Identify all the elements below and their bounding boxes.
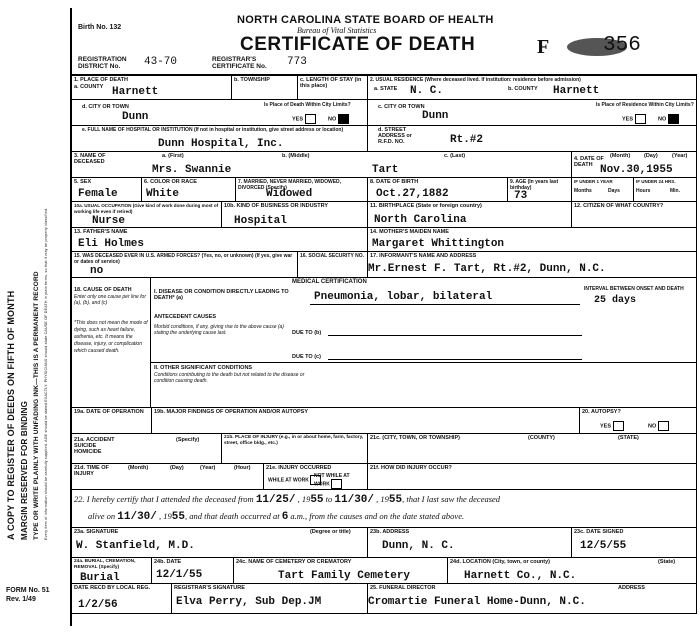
registrar-cert-label: REGISTRAR'S CERTIFICATE No. bbox=[212, 56, 267, 70]
signature-label: 23a. SIGNATURE bbox=[74, 529, 119, 535]
cemetery-cell bbox=[234, 558, 448, 584]
file-stamp bbox=[537, 32, 687, 60]
burial-cell bbox=[72, 558, 152, 584]
attend-to-year: 55 bbox=[388, 494, 403, 506]
injury-county-label: (COUNTY) bbox=[528, 435, 555, 441]
funeral-cell bbox=[368, 584, 697, 614]
alive-on: 11/30/ bbox=[117, 511, 157, 523]
operation-findings-cell bbox=[152, 408, 580, 434]
interval-label: INTERVAL BETWEEN ONSET AND DEATH bbox=[584, 286, 684, 292]
received-cell bbox=[72, 584, 172, 614]
registrar-sig-cell bbox=[172, 584, 368, 614]
ssn-cell bbox=[298, 252, 368, 278]
res-county-label: b. COUNTY bbox=[508, 86, 538, 92]
birthplace-label: 11. BIRTHPLACE (State or foreign country) bbox=[370, 203, 482, 209]
armed-cell bbox=[72, 252, 298, 278]
dod-label: 4. DATE OF DEATH bbox=[574, 156, 604, 168]
margin-instructions bbox=[6, 120, 58, 540]
armed-value: no bbox=[90, 265, 104, 277]
death-certificate bbox=[70, 8, 695, 626]
res-city-value: Dunn bbox=[422, 110, 449, 122]
burial-value: Burial bbox=[80, 572, 120, 584]
funeral-address-label: ADDRESS bbox=[618, 585, 645, 591]
res-within-yes: YES bbox=[622, 114, 646, 124]
citizen-label: 12. CITIZEN OF WHAT COUNTRY? bbox=[574, 203, 664, 209]
certify-line-2: alive on 11/30/ , 1955, and that death occurred at 6 a.m., from the causes and on the date stated above. bbox=[88, 511, 465, 523]
registrar-cert-value: 773 bbox=[287, 56, 307, 68]
date-signed-label: 23c. DATE SIGNED bbox=[574, 529, 624, 535]
address-value: Dunn, N. C. bbox=[382, 540, 455, 552]
informant-value: Mr.Ernest F. Tart, Rt.#2, Dunn, N.C. bbox=[368, 263, 606, 275]
autopsy-cell bbox=[580, 408, 697, 434]
county-label: a. COUNTY bbox=[74, 84, 104, 90]
father-label: 13. FATHER'S NAME bbox=[74, 229, 128, 235]
cause-section bbox=[72, 278, 697, 408]
autopsy-no-box[interactable] bbox=[658, 421, 669, 431]
mother-label: 14. MOTHER'S MAIDEN NAME bbox=[370, 229, 449, 235]
reg-district-value: 43-70 bbox=[144, 56, 178, 68]
res-no-box[interactable] bbox=[668, 114, 679, 124]
dod-value: Nov.30,1955 bbox=[600, 164, 673, 176]
due-b-label: DUE TO (b) bbox=[292, 330, 322, 336]
certificate-form-grid bbox=[72, 74, 697, 626]
cause-label: 18. CAUSE OF DEATH bbox=[74, 287, 132, 293]
due-c-line bbox=[328, 359, 582, 360]
marital-value: Widowed bbox=[266, 188, 313, 200]
part-2-label: II. OTHER SIGNIFICANT CONDITIONS bbox=[154, 365, 253, 371]
informant-label: 17. INFORMANT'S NAME AND ADDRESS bbox=[370, 253, 477, 259]
birth-number: Birth No. 132 bbox=[78, 24, 122, 31]
how-injury-label: 21f. HOW DID INJURY OCCUR? bbox=[370, 465, 452, 471]
not-work-box[interactable] bbox=[331, 479, 342, 489]
within-limits-label: Is Place of Death Within City Limits? bbox=[264, 102, 351, 108]
within-limits-no: NO bbox=[328, 114, 349, 124]
autopsy-no: NO bbox=[648, 421, 669, 431]
injury-state-label: (STATE) bbox=[618, 435, 639, 441]
dob-value: Oct.27,1882 bbox=[376, 188, 449, 200]
armed-label: 15. WAS DECEASED EVER IN U.S. ARMED FORCES? (Yes, no, or unknown) (If yes, give war or dates of service) bbox=[74, 253, 293, 265]
injury-occurred-cell bbox=[264, 464, 368, 490]
name-cell bbox=[72, 152, 572, 178]
accident-specify-label: (Specify) bbox=[176, 437, 200, 443]
county-value: Harnett bbox=[112, 86, 159, 98]
reg-district-label: REGISTRATION DISTRICT No. bbox=[78, 56, 127, 70]
funeral-label: 25. FUNERAL DIRECTOR bbox=[370, 585, 436, 591]
injury-city-cell bbox=[368, 434, 697, 464]
operation-findings-label: 19b. MAJOR FINDINGS OF OPERATION AND/OR AUTOPSY bbox=[154, 409, 309, 415]
place-county-cell bbox=[72, 76, 232, 100]
res-city-label: c. CITY OR TOWN bbox=[378, 104, 425, 110]
business-value: Hospital bbox=[234, 215, 287, 227]
address-label: 23b. ADDRESS bbox=[370, 529, 410, 535]
date-signed-cell bbox=[572, 528, 697, 558]
alive-year: 55 bbox=[171, 511, 185, 523]
part-2-note: Conditions contributing to the death but not related to the disease or condition causing death. bbox=[154, 372, 305, 384]
first-value: Mrs. Swannie bbox=[152, 164, 232, 176]
form-number bbox=[6, 586, 50, 604]
attend-to: 11/30/ bbox=[334, 494, 374, 506]
dod-cell bbox=[572, 152, 697, 178]
res-within-label: Is Place of Residence Within City Limits? bbox=[596, 102, 694, 108]
dob-cell bbox=[368, 178, 508, 202]
how-injury-cell bbox=[368, 464, 697, 490]
address-cell bbox=[368, 528, 572, 558]
registrar-sig-label: REGISTRAR'S SIGNATURE bbox=[174, 585, 245, 591]
mother-cell bbox=[368, 228, 697, 252]
street-label: d. STREET ADDRESS or R.F.D. NO. bbox=[378, 127, 412, 145]
township-cell bbox=[232, 76, 298, 100]
received-label: DATE RECD BY LOCAL REG. bbox=[74, 585, 151, 591]
injury-place-label: 21b. PLACE OF INJURY (e.g., in or about home, farm, factory, street, office bldg., etc.) bbox=[224, 435, 364, 446]
date-signed-value: 12/5/55 bbox=[580, 540, 627, 552]
while-at-work: WHILE AT WORK bbox=[268, 475, 321, 485]
sex-label: 5. SEX bbox=[74, 179, 92, 185]
street-value: Rt.#2 bbox=[450, 134, 484, 146]
certify-line-1: 22. I hereby certify that I attended the deceased from 11/25/ , 1955 to 11/30/ , 1955, that I last saw the deceased bbox=[74, 494, 501, 506]
autopsy-yes: YES bbox=[600, 421, 624, 431]
res-city-cell bbox=[368, 100, 697, 126]
signature-value: W. Stanfield, M.D. bbox=[76, 540, 195, 552]
father-value: Eli Holmes bbox=[78, 238, 145, 250]
hours-label: Hours bbox=[636, 188, 651, 194]
days-label: Days bbox=[608, 188, 620, 194]
stamp-number: 356 bbox=[603, 34, 641, 57]
sex-value: Female bbox=[78, 188, 118, 200]
operation-date-label: 19a. DATE OF OPERATION bbox=[74, 409, 144, 415]
stay-cell bbox=[298, 76, 368, 100]
injury-time-label: 21d. TIME OF INJURY bbox=[74, 465, 109, 477]
burial-date-cell bbox=[152, 558, 234, 584]
location-state-label: (State) bbox=[658, 559, 676, 565]
burial-label: 24a. BURIAL, CREMATION, REMOVAL (Specify) bbox=[74, 559, 136, 570]
location-cell bbox=[448, 558, 697, 584]
name-label: 3. NAME OF DECEASED bbox=[74, 153, 106, 165]
race-label: 6. COLOR OR RACE bbox=[144, 179, 197, 185]
age-label: 9. AGE (In years last birthday) bbox=[510, 179, 559, 191]
cause-note: Enter only one cause per line for (a), (b), and (c) bbox=[74, 294, 146, 306]
age-value: 73 bbox=[514, 190, 528, 202]
injury-occurred-label: 21e. INJURY OCCURRED bbox=[266, 465, 332, 471]
min-label: Min. bbox=[670, 188, 680, 194]
race-cell bbox=[142, 178, 236, 202]
residence-label: 2. USUAL RESIDENCE (Where deceased lived. If institution: residence before admission) bbox=[370, 77, 581, 83]
due-c-label: DUE TO (c) bbox=[292, 354, 321, 360]
medical-cert-label: MEDICAL CERTIFICATION bbox=[292, 279, 367, 285]
attend-from: 11/25/ bbox=[255, 494, 296, 506]
funeral-value: Cromartie Funeral Home-Dunn, N.C. bbox=[368, 596, 586, 608]
month-label: (Month) bbox=[610, 153, 631, 159]
cause-divider bbox=[150, 278, 151, 408]
business-cell bbox=[222, 202, 368, 228]
marital-label: 7. MARRIED, NEVER MARRIED, WIDOWED, DIVORCED (Specify) bbox=[238, 179, 342, 191]
ssn-label: 16. SOCIAL SECURITY NO. bbox=[300, 253, 364, 259]
city-cell bbox=[72, 100, 368, 126]
cause-a-line bbox=[310, 304, 580, 305]
burial-date-label: 24b. DATE bbox=[154, 559, 182, 565]
under-24-label: IF UNDER 24 HRS. bbox=[636, 179, 676, 184]
injury-hour-label: (Hour) bbox=[234, 465, 251, 471]
months-label: Months bbox=[574, 188, 592, 194]
middle-label: b. (Middle) bbox=[282, 153, 310, 159]
margin-line-4: Every item of information should be carefully supplied. AGE should be stated EXACTLY. PHYSICIANS should state CAUSE OF DEATH in plain terms, so that it may be properly classified. bbox=[44, 207, 48, 540]
under-24-cell bbox=[634, 178, 697, 202]
birthplace-value: North Carolina bbox=[374, 214, 467, 226]
injury-time-cell bbox=[72, 464, 264, 490]
board-name: NORTH CAROLINA STATE BOARD OF HEALTH bbox=[237, 14, 494, 26]
received-value: 1/2/56 bbox=[78, 599, 118, 611]
within-limits-yes: YES bbox=[292, 114, 316, 124]
part-1-label: I. DISEASE OR CONDITION DIRECTLY LEADING TO DEATH* (a) bbox=[154, 289, 289, 301]
autopsy-yes-box[interactable] bbox=[613, 421, 624, 431]
cemetery-label: 24c. NAME OF CEMETERY OR CREMATORY bbox=[236, 559, 352, 565]
interval-value: 25 days bbox=[594, 295, 637, 306]
place-label: 1. PLACE OF DEATH bbox=[74, 77, 128, 83]
city-yes-box[interactable] bbox=[305, 114, 316, 124]
not-at-work: NOT WHILE AT WORK bbox=[314, 473, 350, 488]
cemetery-value: Tart Family Cemetery bbox=[278, 570, 411, 582]
under-1-cell bbox=[572, 178, 634, 202]
accident-cell bbox=[72, 434, 222, 464]
attend-from-year: 55 bbox=[310, 494, 324, 506]
state-label: a. STATE bbox=[374, 86, 398, 92]
hospital-label: e. FULL NAME OF HOSPITAL OR INSTITUTION (If not in hospital or institution, give street address or location) bbox=[82, 127, 344, 133]
accident-label: 21a. ACCIDENT SUICIDE HOMICIDE bbox=[74, 437, 115, 455]
antecedent-label: ANTECEDENT CAUSES bbox=[154, 314, 217, 320]
citizen-cell bbox=[572, 202, 697, 228]
autopsy-label: 20. AUTOPSY? bbox=[582, 409, 621, 415]
stamp-letter: F bbox=[537, 36, 550, 58]
margin-line-1: A COPY TO REGISTER OF DEEDS ON FIFTH OF MONTH bbox=[6, 290, 16, 540]
race-value: White bbox=[146, 188, 180, 200]
street-cell bbox=[368, 126, 697, 152]
hospital-cell bbox=[72, 126, 368, 152]
signature-cell bbox=[72, 528, 368, 558]
form-rev-text: Rev. 1/49 bbox=[6, 596, 36, 603]
form-no-text: FORM No. 51 bbox=[6, 587, 50, 594]
bureau-name: Bureau of Vital Statistics bbox=[297, 26, 377, 35]
city-no-box[interactable] bbox=[338, 114, 349, 124]
mode-note: *This does not mean the mode of dying, such as heart failure, asthenia, etc. It means the disease, injury, or complication which caused death. bbox=[74, 320, 148, 354]
last-value: Tart bbox=[372, 164, 399, 176]
cause-a-value: Pneumonia, lobar, bilateral bbox=[314, 291, 493, 303]
residence-cell bbox=[368, 76, 697, 100]
morbid-note: Morbid conditions, if any, giving rise to the above cause (a) stating the underlying cause last. bbox=[154, 324, 284, 336]
city-label: d. CITY OR TOWN bbox=[82, 104, 129, 110]
city-value: Dunn bbox=[122, 111, 149, 123]
informant-cell bbox=[368, 252, 697, 278]
sex-cell bbox=[72, 178, 142, 202]
injury-day-label: (Day) bbox=[170, 465, 184, 471]
res-within-no: NO bbox=[658, 114, 679, 124]
state-value: N. C. bbox=[410, 85, 444, 97]
margin-line-2: MARGIN RESERVED FOR BINDING bbox=[20, 400, 29, 540]
year-label: (Year) bbox=[672, 153, 688, 159]
registrar-sig-value: Elva Perry, Sub Dep.JM bbox=[176, 596, 322, 608]
dob-label: 8. DATE OF BIRTH bbox=[370, 179, 419, 185]
certificate-title: CERTIFICATE OF DEATH bbox=[240, 34, 476, 55]
degree-label: (Degree or title) bbox=[310, 529, 351, 535]
res-county-value: Harnett bbox=[553, 85, 600, 97]
stay-label: c. LENGTH OF STAY (in this place) bbox=[300, 77, 362, 89]
first-label: a. (First) bbox=[162, 153, 184, 159]
age-cell bbox=[508, 178, 572, 202]
birthplace-cell bbox=[368, 202, 572, 228]
marital-cell bbox=[236, 178, 368, 202]
burial-date-value: 12/1/55 bbox=[156, 569, 203, 581]
occupation-value: Nurse bbox=[92, 215, 126, 227]
res-yes-box[interactable] bbox=[635, 114, 646, 124]
under-1-label: IF UNDER 1 YEAR bbox=[574, 179, 613, 184]
certification-cell bbox=[72, 490, 697, 528]
day-label: (Day) bbox=[644, 153, 658, 159]
operation-date-cell bbox=[72, 408, 152, 434]
last-label: c. (Last) bbox=[444, 153, 466, 159]
margin-line-3: TYPE OR WRITE PLAINLY WITH UNFADING INK—THIS IS A PERMANENT RECORD bbox=[33, 271, 40, 540]
mother-value: Margaret Whittington bbox=[372, 238, 505, 250]
hospital-value: Dunn Hospital, Inc. bbox=[158, 138, 284, 150]
occupation-label: 10a. USUAL OCCUPATION (Give kind of work done during most of working life even if retired) bbox=[74, 203, 219, 214]
part-divider bbox=[150, 362, 697, 363]
injury-place-cell bbox=[222, 434, 368, 464]
due-b-line bbox=[328, 335, 582, 336]
father-cell bbox=[72, 228, 368, 252]
occupation-cell bbox=[72, 202, 222, 228]
injury-year-label: (Year) bbox=[200, 465, 216, 471]
injury-city-label: 21c. (CITY, TOWN, OR TOWNSHIP) bbox=[370, 435, 460, 441]
location-label: 24d. LOCATION (City, town, or county) bbox=[450, 559, 551, 565]
injury-month-label: (Month) bbox=[128, 465, 149, 471]
location-value: Harnett Co., N.C. bbox=[464, 570, 577, 582]
death-time: 6 bbox=[281, 511, 289, 523]
township-label: b. TOWNSHIP bbox=[234, 77, 270, 83]
business-label: 10b. KIND OF BUSINESS OR INDUSTRY bbox=[224, 203, 329, 209]
